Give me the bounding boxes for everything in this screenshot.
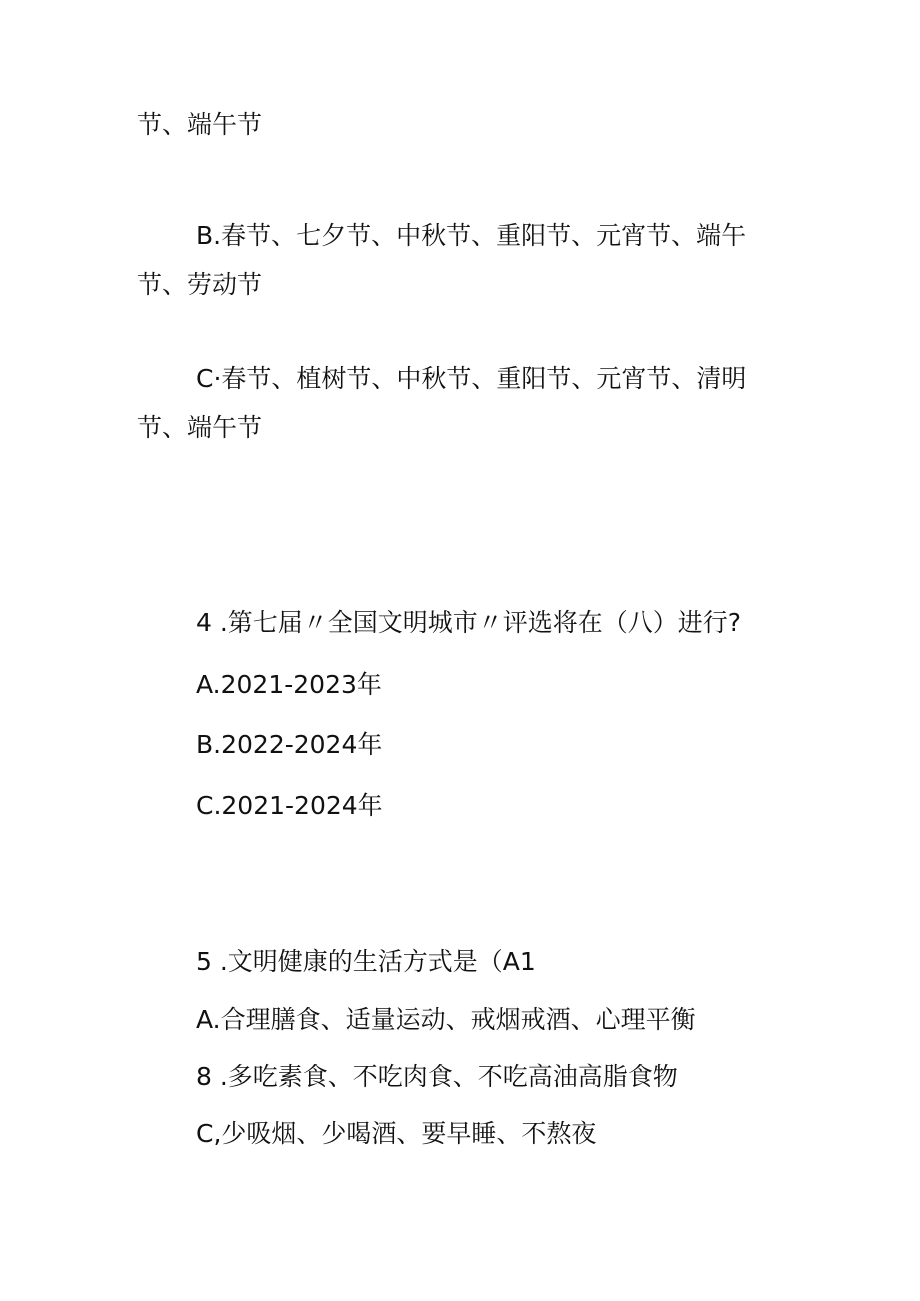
q4-option-c: C.2021-2024年 (196, 791, 383, 820)
q5-option-b: 8 .多吃素食、不吃肉食、不吃高油高脂食物 (196, 1062, 678, 1091)
q4-stem: 4 .第七届〃全国文明城市〃评选将在（八）进行? (196, 608, 742, 637)
q3-option-b-line1: B.春节、七夕节、中秋节、重阳节、元宵节、端午 (196, 221, 747, 250)
q3-option-a-tail: 节、端午节 (137, 110, 263, 139)
q3-option-b-line2: 节、劳动节 (137, 270, 263, 299)
q3-option-c-line1: C·春节、植树节、中秋节、重阳节、元宵节、清明 (196, 364, 747, 393)
q5-option-a: A.合理膳食、适量运动、戒烟戒酒、心理平衡 (196, 1005, 696, 1034)
q5-stem: 5 .文明健康的生活方式是（A1 (196, 947, 536, 976)
q4-option-a: A.2021-2023年 (196, 670, 382, 699)
q5-option-c: C,少吸烟、少喝酒、要早睡、不熬夜 (196, 1119, 597, 1148)
q3-option-c-line2: 节、端午节 (137, 413, 263, 442)
q4-option-b: B.2022-2024年 (196, 730, 383, 759)
